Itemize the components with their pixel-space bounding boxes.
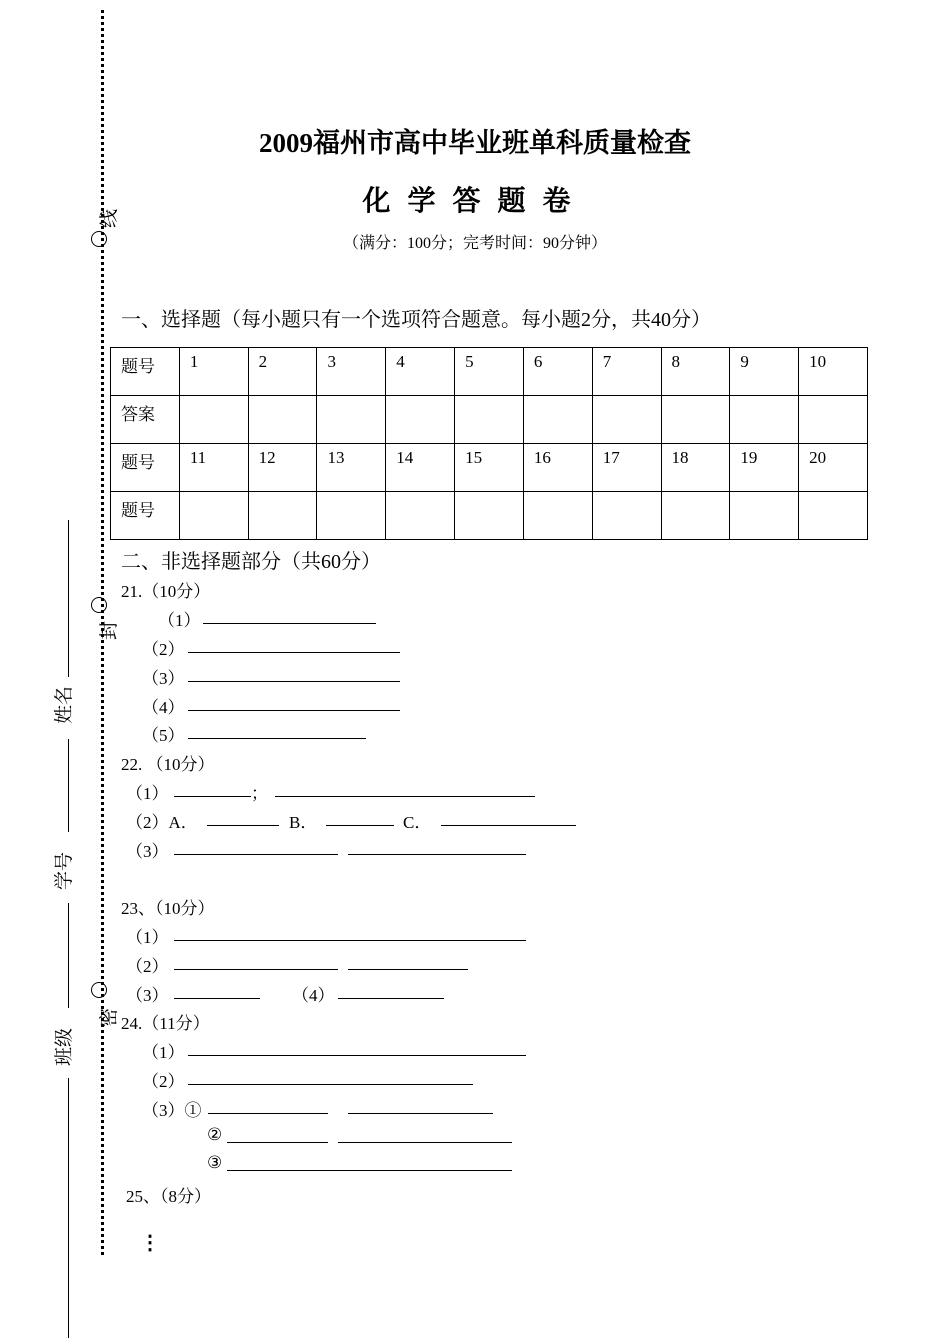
- class-label: 班级: [54, 1027, 75, 1066]
- q23-label: 23、（10分）: [121, 899, 215, 918]
- answer-cell[interactable]: [523, 492, 592, 540]
- id-field-line-top: [68, 739, 69, 832]
- q23-part1-label: （1）: [126, 928, 169, 947]
- q24-part2-label: （2）: [142, 1072, 185, 1091]
- answer-table: [110, 347, 868, 540]
- id-label: 学号: [54, 851, 75, 890]
- table-cell: 答案: [111, 396, 180, 444]
- q24-part3-c3-label: ③: [207, 1153, 223, 1172]
- q25-label: 25、（8分）: [126, 1187, 211, 1206]
- table-cell: 题号: [111, 348, 180, 396]
- q21-part5-blank[interactable]: [188, 738, 366, 739]
- q22-part2-blank-a[interactable]: [207, 825, 279, 826]
- answer-cell[interactable]: [317, 492, 386, 540]
- answer-cell[interactable]: [592, 492, 661, 540]
- answer-cell[interactable]: [179, 396, 248, 444]
- answer-cell[interactable]: [455, 492, 524, 540]
- q23-part2-blank-b[interactable]: [348, 969, 468, 970]
- page-subtitle: 化学答题卷: [362, 186, 588, 217]
- answer-cell[interactable]: [179, 492, 248, 540]
- q24-part3-label: （3）①: [142, 1101, 202, 1120]
- q23-part1-blank[interactable]: [174, 940, 526, 941]
- table-cell: 14: [386, 444, 455, 492]
- q23-part4-blank[interactable]: [338, 998, 444, 999]
- table-row: [111, 492, 868, 540]
- table-cell: 15: [455, 444, 524, 492]
- q22-label: 22. （10分）: [121, 755, 215, 774]
- table-cell: 19: [730, 444, 799, 492]
- continuation-ellipsis: ⋮: [140, 1232, 160, 1254]
- answer-cell[interactable]: [386, 492, 455, 540]
- answer-cell[interactable]: [799, 396, 868, 444]
- table-cell: 9: [730, 348, 799, 396]
- table-row: [111, 348, 868, 396]
- name-field-line[interactable]: [68, 520, 69, 677]
- q21-part4-label: （4）: [142, 698, 185, 717]
- q24-part1-blank[interactable]: [188, 1055, 526, 1056]
- table-cell: 16: [523, 444, 592, 492]
- q22-part2-label: （2）A．: [126, 813, 198, 832]
- q22-part3-label: （3）: [126, 842, 169, 861]
- q22-semicolon: ；: [251, 784, 268, 803]
- q23-part4-label: （4）: [292, 986, 335, 1005]
- seal-mark-feng: [91, 597, 107, 617]
- q23-part3-blank[interactable]: [174, 998, 260, 999]
- table-cell: 20: [799, 444, 868, 492]
- table-cell: 11: [179, 444, 248, 492]
- circle-icon: [91, 597, 107, 613]
- q21-part2-label: （2）: [142, 640, 185, 659]
- table-cell: 5: [455, 348, 524, 396]
- answer-cell[interactable]: [592, 396, 661, 444]
- answer-cell[interactable]: [799, 492, 868, 540]
- q22-part2-blank-c[interactable]: [441, 825, 576, 826]
- answer-cell[interactable]: [661, 396, 730, 444]
- table-cell: 6: [523, 348, 592, 396]
- answer-cell[interactable]: [730, 396, 799, 444]
- seal-label-mi: 密: [99, 1007, 120, 1027]
- answer-cell[interactable]: [248, 492, 317, 540]
- q24-part3-c1-blank-b[interactable]: [348, 1113, 493, 1114]
- q21-label: 21.（10分）: [121, 582, 211, 601]
- table-cell: 4: [386, 348, 455, 396]
- circle-icon: [91, 982, 107, 998]
- answer-cell[interactable]: [730, 492, 799, 540]
- q22-part2-blank-b[interactable]: [326, 825, 394, 826]
- table-cell: 8: [661, 348, 730, 396]
- exam-note: （满分：100分；完考时间：90分钟）: [342, 235, 607, 252]
- section2-heading: 二、非选择题部分（共60分）: [121, 551, 381, 573]
- q22-part2-c-label: C．: [403, 813, 432, 832]
- answer-cell[interactable]: [523, 396, 592, 444]
- q23-part2-blank-a[interactable]: [174, 969, 338, 970]
- q21-part3-label: （3）: [142, 669, 185, 688]
- answer-cell[interactable]: [455, 396, 524, 444]
- q24-part2-blank[interactable]: [188, 1084, 473, 1085]
- q21-part2-blank[interactable]: [188, 652, 400, 653]
- q22-part1-label: （1）: [126, 784, 169, 803]
- q21-part1-blank[interactable]: [203, 623, 376, 624]
- q24-part3-c2-blank-a[interactable]: [227, 1142, 328, 1143]
- q24-part1-label: （1）: [142, 1043, 185, 1062]
- table-row: [111, 444, 868, 492]
- q22-part2-b-label: B．: [289, 813, 318, 832]
- q22-part1-blank-b[interactable]: [275, 796, 535, 797]
- table-cell: 7: [592, 348, 661, 396]
- q21-part3-blank[interactable]: [188, 681, 400, 682]
- q24-part3-c1-blank-a[interactable]: [208, 1113, 328, 1114]
- page-title: 2009福州市高中毕业班单科质量检查: [259, 128, 691, 158]
- q22-part3-blank-a[interactable]: [174, 854, 338, 855]
- class-field-line[interactable]: [68, 1078, 69, 1338]
- q23-part3-label: （3）: [126, 986, 169, 1005]
- q21-part4-blank[interactable]: [188, 710, 400, 711]
- answer-cell[interactable]: [661, 492, 730, 540]
- table-cell: 17: [592, 444, 661, 492]
- answer-cell[interactable]: [386, 396, 455, 444]
- table-cell: 2: [248, 348, 317, 396]
- answer-cell[interactable]: [317, 396, 386, 444]
- table-cell: 3: [317, 348, 386, 396]
- table-cell: 13: [317, 444, 386, 492]
- q23-part2-label: （2）: [126, 957, 169, 976]
- name-label: 姓名: [54, 685, 75, 724]
- q24-part3-c3-blank[interactable]: [227, 1170, 512, 1171]
- q21-part5-label: （5）: [142, 726, 185, 745]
- seal-label-feng: 封: [99, 620, 120, 640]
- seal-label-xian: 线: [99, 208, 120, 228]
- table-cell: 1: [179, 348, 248, 396]
- q21-part1-label: （1）: [158, 611, 201, 630]
- table-cell: 10: [799, 348, 868, 396]
- section1-heading: 一、选择题（每小题只有一个选项符合题意。每小题2分，共40分）: [121, 309, 711, 331]
- q24-label: 24.（11分）: [121, 1014, 210, 1033]
- q22-part3-blank-b[interactable]: [348, 854, 526, 855]
- table-row: [111, 396, 868, 444]
- id-field-line[interactable]: [68, 903, 69, 1008]
- q24-part3-c2-blank-b[interactable]: [338, 1142, 512, 1143]
- answer-cell[interactable]: [248, 396, 317, 444]
- q22-part1-blank-a[interactable]: [174, 796, 251, 797]
- table-cell: 12: [248, 444, 317, 492]
- seal-mark-mi: [91, 982, 107, 1002]
- table-cell: 18: [661, 444, 730, 492]
- table-cell: 题号: [111, 492, 180, 540]
- q24-part3-c2-label: ②: [207, 1125, 223, 1144]
- table-cell: 题号: [111, 444, 180, 492]
